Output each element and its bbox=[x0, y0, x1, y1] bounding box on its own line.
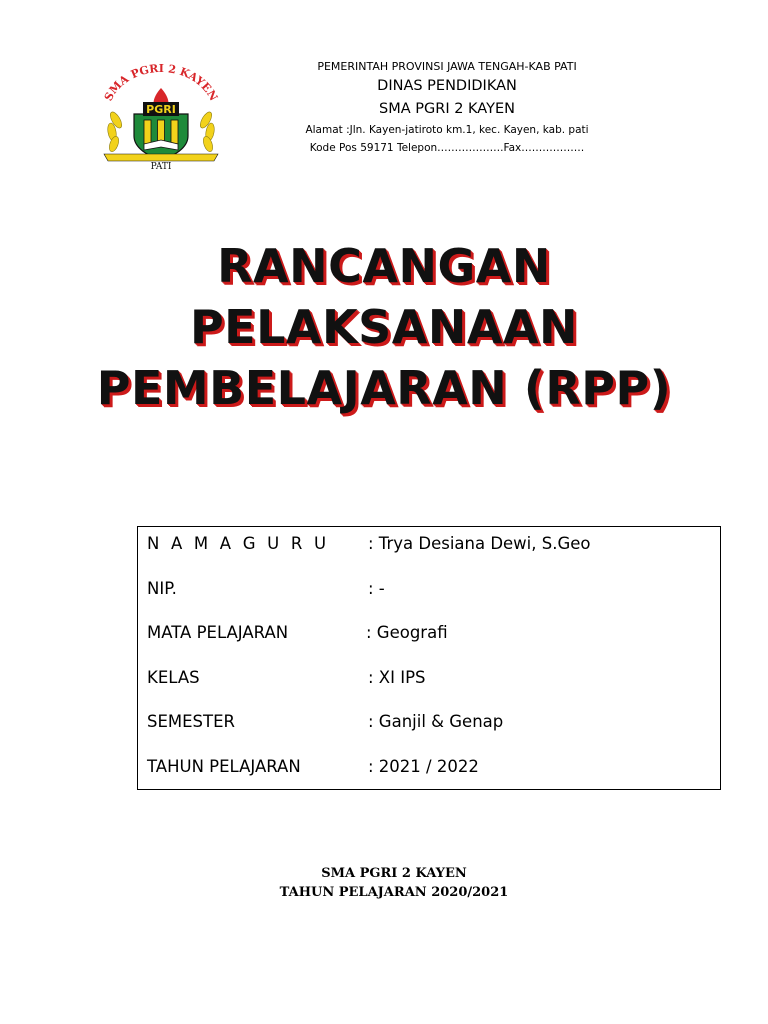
letterhead-contact: Kode Pos 59171 Telepon……………….Fax……………… bbox=[309, 142, 585, 154]
document-title bbox=[0, 236, 768, 419]
title-line: PELAKSANAAN bbox=[189, 300, 579, 354]
footer-school-name: SMA PGRI 2 KAYEN bbox=[321, 866, 467, 881]
footer-academic-year: TAHUN PELAJARAN 2020/2021 bbox=[279, 885, 509, 900]
info-value: : Ganjil & Genap bbox=[368, 712, 504, 731]
info-value: : Geografi bbox=[366, 623, 448, 642]
school-emblem-icon bbox=[94, 64, 228, 170]
info-label: KELAS bbox=[147, 668, 200, 687]
letterhead-department: DINAS PENDIDIKAN bbox=[377, 78, 517, 94]
info-value: : 2021 / 2022 bbox=[368, 757, 479, 776]
letterhead-government: PEMERINTAH PROVINSI JAWA TENGAH-KAB PATI bbox=[317, 60, 577, 73]
info-label: NIP. bbox=[147, 579, 177, 598]
svg-text:SMA PGRI 2 KAYEN: SMA PGRI 2 KAYEN bbox=[101, 64, 221, 104]
info-value: : Trya Desiana Dewi, S.Geo bbox=[368, 534, 591, 553]
letterhead bbox=[260, 58, 634, 157]
document-footer bbox=[0, 864, 768, 902]
info-label: SEMESTER bbox=[147, 712, 236, 731]
title-line: PEMBELAJARAN (RPP) bbox=[96, 361, 672, 415]
info-label: TAHUN PELAJARAN bbox=[147, 757, 301, 776]
info-label: N A M A G U R U bbox=[147, 534, 330, 553]
svg-text:PATI: PATI bbox=[150, 162, 172, 170]
info-value: : - bbox=[368, 579, 385, 598]
title-line: RANCANGAN bbox=[217, 239, 551, 293]
info-value: : XI IPS bbox=[368, 668, 426, 687]
svg-text:PGRI: PGRI bbox=[146, 103, 176, 116]
letterhead-address: Alamat :Jln. Kayen-jatiroto km.1, kec. Kayen, kab. pati bbox=[305, 124, 589, 136]
teacher-info-box bbox=[137, 526, 721, 790]
letterhead-school-name: SMA PGRI 2 KAYEN bbox=[379, 101, 515, 117]
info-label: MATA PELAJARAN bbox=[147, 623, 289, 642]
